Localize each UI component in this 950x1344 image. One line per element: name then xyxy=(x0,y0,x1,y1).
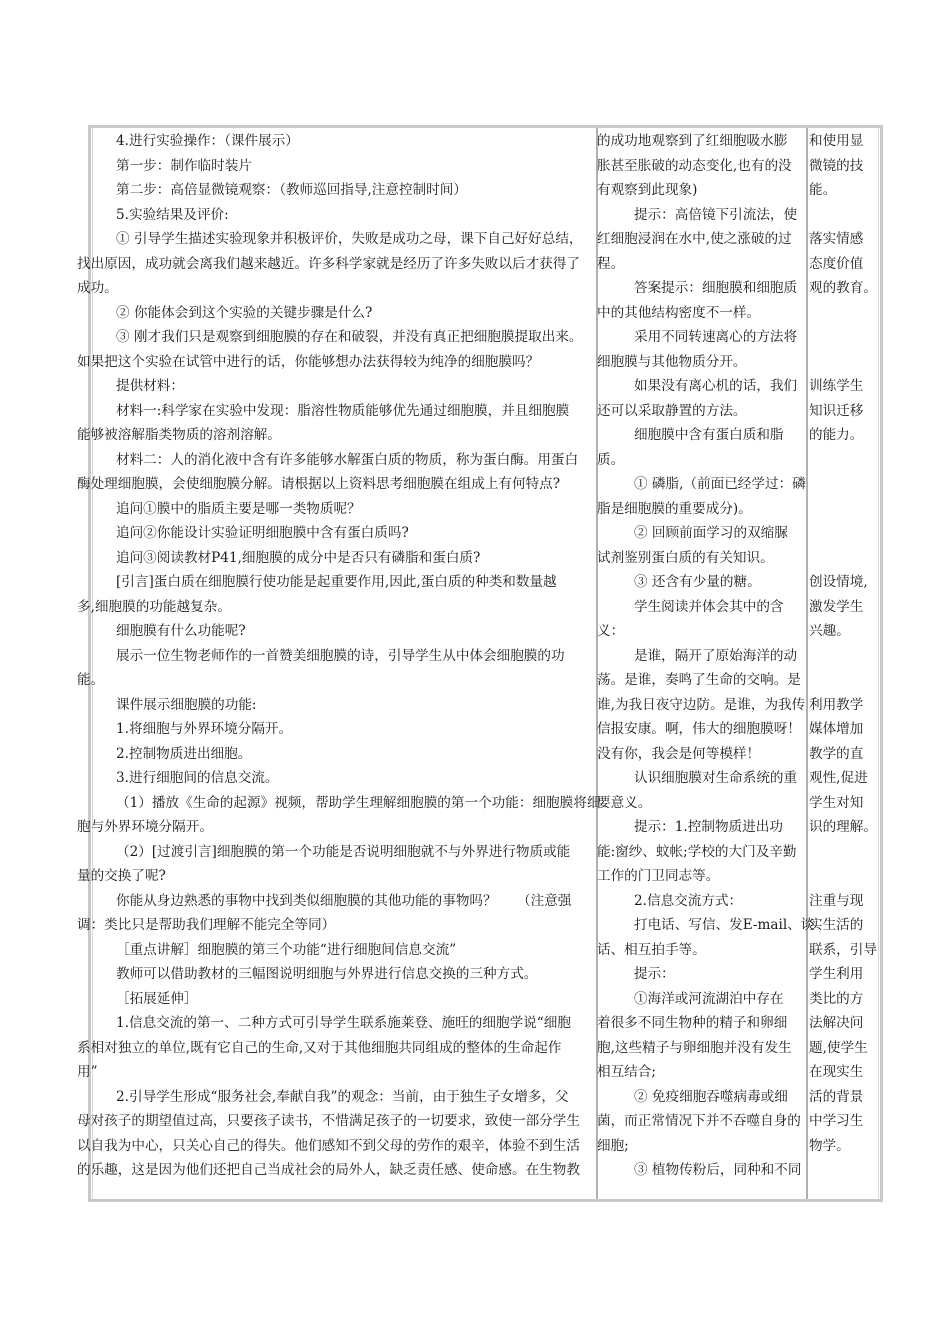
text-line: 提供材料： xyxy=(116,378,184,394)
text-line: 材料一:科学家在实验中发现：脂溶性物质能够优先通过细胞膜，并且细胞膜 xyxy=(116,402,570,419)
text-line: 的乐趣，这是因为他们还把自己当成社会的局外人，缺乏责任感、使命感。在生物教 xyxy=(77,1162,580,1178)
text-line: 观性,促进 xyxy=(809,770,868,786)
text-line: 你能从身边熟悉的事物中找到类似细胞膜的其他功能的事物吗？ （注意强 xyxy=(116,892,572,909)
text-line: 提示： xyxy=(634,966,675,982)
text-line xyxy=(809,864,884,889)
text-line: 还可以采取静置的方法。 xyxy=(597,402,747,419)
text-line: 学生对知 xyxy=(809,794,864,811)
text-line: ③ 刚才我们只是观察到细胞膜的存在和破裂，并没有真正把细胞膜提取出来。 xyxy=(116,329,583,345)
text-line: 训练学生 xyxy=(809,378,864,394)
text-line: 激发学生 xyxy=(809,598,864,615)
text-line: 是谁，隔开了原始海洋的动 xyxy=(634,647,798,664)
text-line: 3.进行细胞间的信息交流。 xyxy=(116,770,279,786)
text-line: 追问①膜中的脂质主要是哪一类物质呢？ xyxy=(116,500,361,517)
text-line: 追问②你能设计实验证明细胞膜中含有蛋白质吗? xyxy=(116,525,409,541)
text-line: 兴趣。 xyxy=(809,623,850,639)
text-line: 联系，引导 xyxy=(809,941,877,958)
text-line: （1）播放《生命的起源》视频，帮助学生理解细胞膜的第一个功能：细胞膜将细 xyxy=(116,794,601,811)
text-line: ① 引导学生描述实验现象并积极评价，失败是成功之母，课下自己好好总结， xyxy=(116,231,583,247)
text-line: ①海洋或河流湖泊中存在 xyxy=(634,990,784,1007)
text-line: 第二步：高倍显微镜观察：（教师巡回指导,注意控制时间） xyxy=(116,182,467,198)
text-line: 母对孩子的期望值过高，只要孩子读书，不惜满足孩子的一切要求，致使一部分学生 xyxy=(77,1113,580,1129)
text-line xyxy=(809,521,884,546)
text-line: 知识迁移 xyxy=(809,402,864,419)
text-line: （2）[过渡引言]细胞膜的第一个功能是否说明细胞就不与外界进行物质或能 xyxy=(116,843,571,860)
text-line: ③ 还含有少量的糖。 xyxy=(634,574,761,590)
text-line: 的能力。 xyxy=(809,427,864,443)
text-line: 没有你，我会是何等模样！ xyxy=(597,745,761,762)
text-line: 胞与外界环境分隔开。 xyxy=(77,819,213,835)
text-line: 信报安康。啊，伟大的细胞膜呀！ xyxy=(597,721,801,737)
text-line: 相互结合; xyxy=(597,1064,656,1080)
text-line xyxy=(809,472,884,497)
text-line: 1.将细胞与外界环境分隔开。 xyxy=(116,721,293,737)
text-line: 注重与现 xyxy=(809,892,864,909)
text-line: 2.引导学生形成“服务社会,奉献自我”的观念：当前，由于独生子女增多，父 xyxy=(116,1088,569,1105)
text-line: 5.实验结果及评价: xyxy=(116,206,229,223)
text-line: 质。 xyxy=(597,451,625,468)
text-line: 细胞膜中含有蛋白质和脂 xyxy=(634,427,784,443)
text-line: 和使用显 xyxy=(809,133,864,149)
text-line: 脂是细胞膜的重要成分)。 xyxy=(597,500,752,517)
text-line: ［重点讲解］细胞膜的第三个功能“进行细胞间信息交流” xyxy=(116,941,457,958)
text-line: 追问③阅读教材P41,细胞膜的成分中是否只有磷脂和蛋白质? xyxy=(116,549,481,566)
text-line: ① 磷脂,（前面已经学过：磷 xyxy=(634,476,806,492)
text-line: 着很多不同生物种的精子和卵细 xyxy=(597,1015,788,1031)
text-line: 认识细胞膜对生命系统的重 xyxy=(634,770,798,786)
text-line: 红细胞浸润在水中,使之涨破的过 xyxy=(597,231,792,247)
text-line: 调：类比只是帮助我们理解不能完全等同） xyxy=(77,917,336,933)
text-line: ② 回顾前面学习的双缩脲 xyxy=(634,525,788,541)
text-line: 法解决问 xyxy=(809,1015,864,1031)
text-line xyxy=(809,668,884,693)
text-line xyxy=(809,644,884,669)
text-line: 采用不同转速离心的方法将 xyxy=(634,329,798,345)
text-line: 学生利用 xyxy=(809,966,864,982)
text-line: 程。 xyxy=(597,255,625,272)
teaching-process-column xyxy=(77,129,607,1183)
text-line: 多,细胞膜的功能越复杂。 xyxy=(77,598,231,615)
text-line: 活的背景 xyxy=(809,1088,864,1105)
text-line xyxy=(809,497,884,522)
text-line: 如果把这个实验在试管中进行的话，你能够想办法获得较为纯净的细胞膜吗？ xyxy=(77,353,540,370)
text-line: 以自我为中心，只关心自己的得失。他们感知不到父母的劳作的艰辛，体验不到生活 xyxy=(77,1137,580,1154)
text-line: 胞,这些精子与卵细胞并没有发生 xyxy=(597,1039,792,1056)
text-line: 在现实生 xyxy=(809,1064,864,1080)
text-line: 题,使学生 xyxy=(809,1039,868,1056)
text-line: 媒体增加 xyxy=(809,721,864,737)
text-line: 4.进行实验操作：（课件展示） xyxy=(116,133,299,149)
text-line: 材料二：人的消化液中含有许多能够水解蛋白质的物质，称为蛋白酶。用蛋白 xyxy=(116,451,579,468)
text-line: 教学的直 xyxy=(809,745,864,762)
text-line: 创设情境, xyxy=(809,574,868,590)
text-line: 用” xyxy=(77,1064,98,1080)
text-line: 有观察到此现象) xyxy=(597,182,698,198)
text-line: 课件展示细胞膜的功能: xyxy=(116,696,257,713)
text-line: 态度价值 xyxy=(809,255,864,272)
text-line: 学生阅读并体会其中的含 xyxy=(634,598,784,615)
text-line: 能。 xyxy=(77,672,105,688)
text-line: 菌，而正常情况下并不吞噬自身的 xyxy=(597,1113,801,1129)
text-line: 教师可以借助教材的三幅图说明细胞与外界进行信息交换的三种方式。 xyxy=(116,966,538,982)
text-line xyxy=(809,203,884,228)
text-line: 如果没有离心机的话，我们 xyxy=(634,378,798,394)
text-line: 的成功地观察到了红细胞吸水膨 xyxy=(597,133,788,149)
text-line: ② 你能体会到这个实验的关键步骤是什么? xyxy=(116,304,373,321)
text-line: 中学习生 xyxy=(809,1113,864,1129)
text-line: 落实情感 xyxy=(809,231,864,247)
text-line: 打电话、写信、发E-mail、谈 xyxy=(634,917,815,933)
text-line xyxy=(809,301,884,326)
text-line: 细胞膜有什么功能呢? xyxy=(116,623,246,639)
text-line: 答案提示：细胞膜和细胞质 xyxy=(634,280,798,296)
text-line: ③ 植物传粉后，同种和不同 xyxy=(634,1162,802,1178)
text-line: 义： xyxy=(597,623,625,639)
text-line: 展示一位生物老师作的一首赞美细胞膜的诗，引导学生从中体会细胞膜的功 xyxy=(116,647,565,664)
text-line xyxy=(809,325,884,350)
text-line: 试剂鉴别蛋白质的有关知识。 xyxy=(597,549,774,566)
text-line: 要意义。 xyxy=(597,794,652,811)
text-line: 利用教学 xyxy=(809,696,864,713)
text-line: [引言]蛋白质在细胞膜行使功能是起重要作用,因此,蛋白质的种类和数量越 xyxy=(116,574,557,590)
text-line: 2.控制物质进出细胞。 xyxy=(116,745,252,762)
text-line: 提示：1.控制物质进出功 xyxy=(634,819,783,835)
text-line: 工作的门卫同志等。 xyxy=(597,868,720,884)
text-line: ［拓展延伸］ xyxy=(116,990,198,1007)
text-line: 中的其他结构密度不一样。 xyxy=(597,304,761,321)
text-line: 细胞; xyxy=(597,1137,629,1154)
text-line: 提示：高倍镜下引流法，使 xyxy=(634,206,798,223)
text-line: 能够被溶解脂类物质的溶剂溶解。 xyxy=(77,427,281,443)
text-line: 找出原因，成功就会离我们越来越近。许多科学家就是经历了许多失败以后才获得了 xyxy=(77,255,580,272)
text-line: 酶处理细胞膜，会使细胞膜分解。请根据以上资料思考细胞膜在组成上有何特点? xyxy=(77,476,561,492)
text-line: 1.信息交流的第一、二种方式可引导学生联系施莱登、施旺的细胞学说“细胞 xyxy=(116,1015,571,1031)
text-line xyxy=(809,546,884,571)
text-line: 胀甚至胀破的动态变化,也有的没 xyxy=(597,157,792,174)
text-line: 系相对独立的单位,既有它自己的生命,又对于其他细胞共同组成的整体的生命起作 xyxy=(77,1039,562,1056)
text-line: 2.信息交流方式： xyxy=(634,892,743,909)
text-line: 识的理解。 xyxy=(809,819,877,835)
text-line: 能。 xyxy=(809,182,837,198)
text-line: 微镜的技 xyxy=(809,157,864,174)
text-line: ② 免疫细胞吞噬病毒或细 xyxy=(634,1088,788,1105)
text-line xyxy=(809,350,884,375)
text-line: 能:窗纱、蚊帐;学校的大门及辛勤 xyxy=(597,843,797,860)
design-intent-column xyxy=(809,129,884,1158)
text-line: 荡。是谁，奏鸣了生命的交响。是 xyxy=(597,672,801,688)
text-line: 话、相互拍手等。 xyxy=(597,941,706,958)
text-line: 成功。 xyxy=(77,280,118,296)
text-line: 量的交换了呢? xyxy=(77,868,166,884)
text-line xyxy=(809,840,884,865)
text-line: 类比的方 xyxy=(809,990,864,1007)
text-line xyxy=(809,448,884,473)
student-activity-column xyxy=(597,129,815,1183)
text-line: 实生活的 xyxy=(809,917,864,933)
text-line: 观的教育。 xyxy=(809,280,877,296)
text-line: 第一步：制作临时装片 xyxy=(116,157,252,174)
text-line: 谁,为我日夜守边防。是谁，为我传 xyxy=(597,696,806,713)
text-line: 细胞膜与其他物质分开。 xyxy=(597,353,747,370)
text-line: 物学。 xyxy=(809,1137,850,1154)
